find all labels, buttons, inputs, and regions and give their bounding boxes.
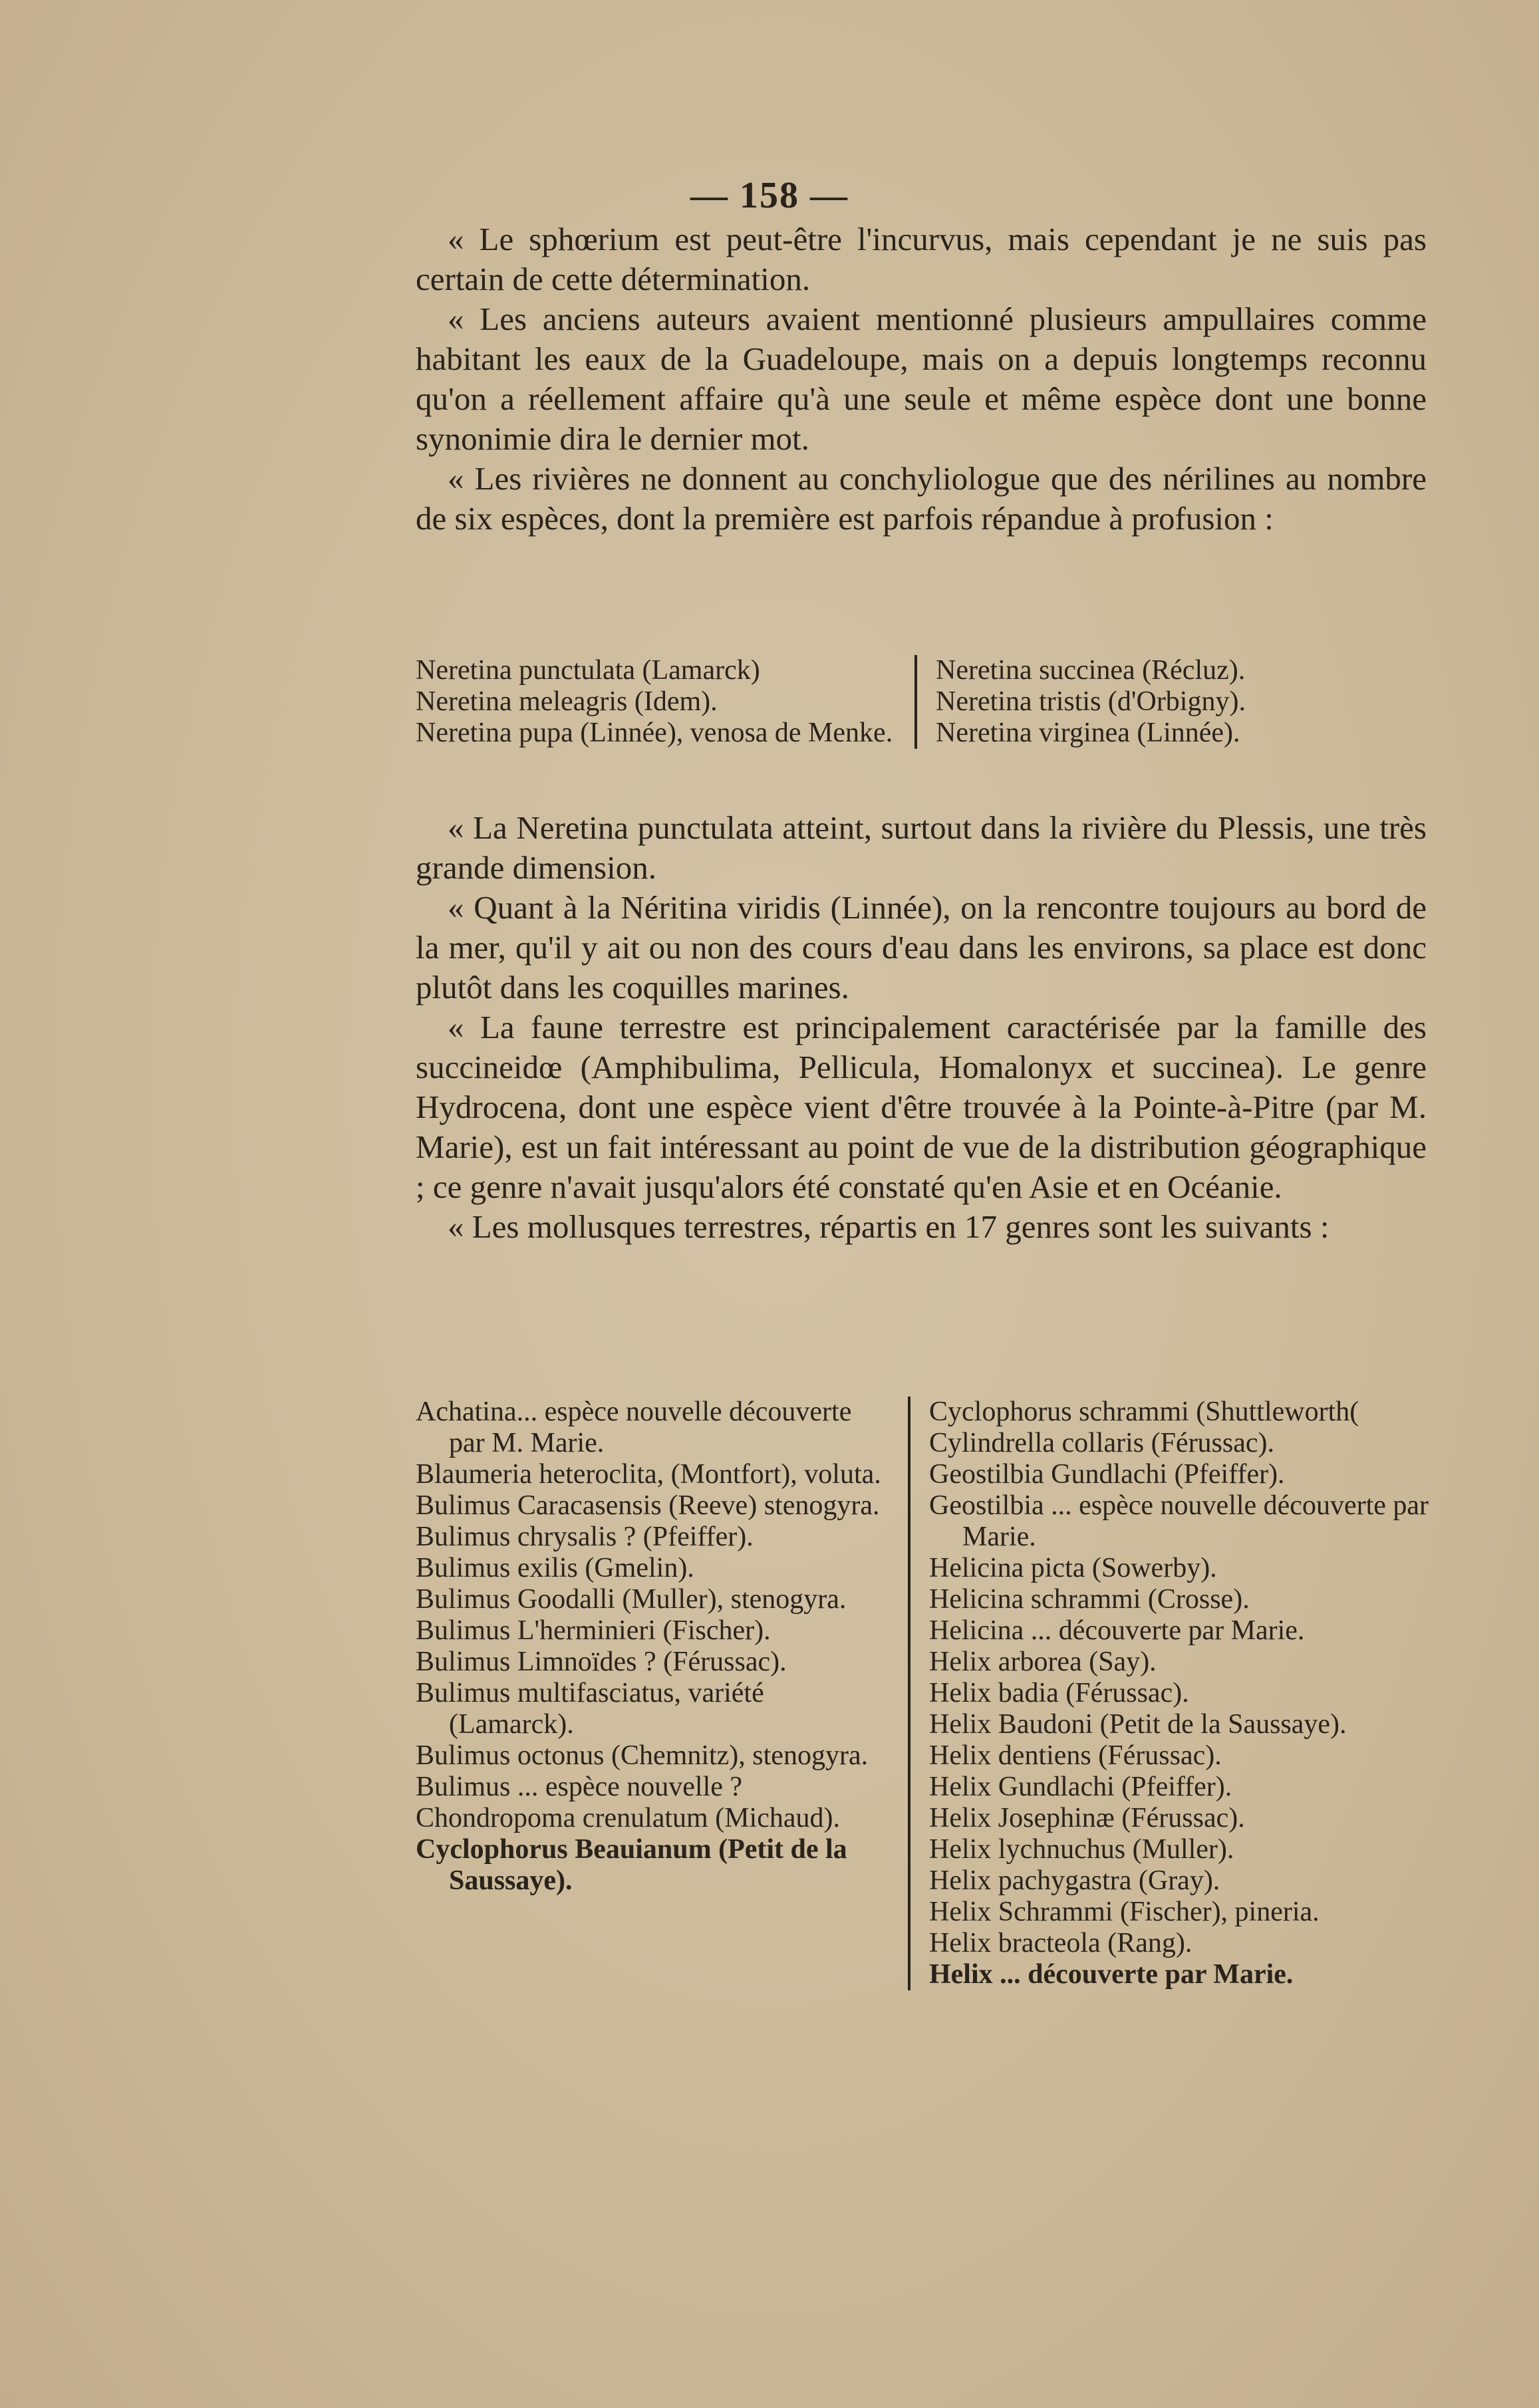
list-item: Helix Schrammi (Fischer), pineria.: [929, 1897, 1320, 1927]
list-item: Neretina meleagris (Idem).: [416, 686, 718, 717]
list-item: Neretina punctulata (Lamarck): [416, 655, 760, 686]
neretina-list: [416, 655, 1440, 749]
list-item: Bulimus L'herminieri (Fischer).: [416, 1615, 771, 1646]
paragraph-ampullaires: « Les anciens auteurs avaient mentionné plusieurs ampullaires comme habitant les eaux de la Guadeloupe, mais on a depuis longtemps reconnu qu'on a réellement affaire qu'à une seule et même espèce dont une bonne synonimie dira le dernier mot.: [416, 301, 1427, 457]
top-text-block: [416, 219, 1427, 539]
list-item: Bulimus Limnoïdes ? (Férussac).: [416, 1647, 787, 1677]
list-item: Geostilbia Gundlachi (Pfeiffer).: [929, 1459, 1285, 1490]
list-item: Helix dentiens (Férussac).: [929, 1740, 1222, 1771]
paragraph-faune-terrestre: « La faune terrestre est principalement caractérisée par la famille des succineidœ (Amphibulima, Pellicula, Homalonyx et succinea). Le genre Hydrocena, dont une espèce vient d'être trouvée à la Pointe-à-Pitre (par M. Marie), est un fait intéressant au point de vue de la distribution géographique ; ce genre n'avait jusqu'alors été constaté qu'en Asie et en Océanie.: [416, 1009, 1427, 1205]
middle-text-block: [416, 808, 1427, 1247]
list-item: Helicina picta (Sowerby).: [929, 1553, 1217, 1583]
paragraph-sphaerium: « Le sphœrium est peut-être l'incurvus, mais cependant je ne suis pas certain de cette détermination.: [416, 221, 1427, 297]
list-item: Helicina schrammi (Crosse).: [929, 1584, 1250, 1615]
paragraph-mollusques: « Les mollusques terrestres, répartis en 17 genres sont les suivants :: [448, 1208, 1329, 1245]
list-item: Geostilbia ... espèce nouvelle découverte par Marie.: [929, 1490, 1429, 1552]
genera-list: [416, 1397, 1440, 1990]
list-item: Helicina ... découverte par Marie.: [929, 1615, 1305, 1646]
list-item: Helix badia (Férussac).: [929, 1678, 1189, 1708]
paragraph-rivieres: « Les rivières ne donnent au conchyliologue que des nérilines au nombre de six espèces, dont la première est parfois répandue à profusion :: [416, 460, 1427, 537]
list-item: Bulimus octonus (Chemnitz), stenogyra.: [416, 1740, 869, 1771]
list-item: Cyclophorus schrammi (Shuttleworth(: [929, 1397, 1359, 1427]
list-item: Helix Gundlachi (Pfeiffer).: [929, 1772, 1232, 1802]
list-item: Bulimus Caracasensis (Reeve) stenogyra.: [416, 1490, 880, 1521]
list-item: Neretina tristis (d'Orbigny).: [936, 686, 1246, 717]
list-item: Bulimus Goodalli (Muller), stenogyra.: [416, 1584, 847, 1615]
list-item: Chondropoma crenulatum (Michaud).: [416, 1803, 840, 1833]
list-item: Neretina succinea (Récluz).: [936, 655, 1246, 686]
paragraph-punctulata: « La Neretina punctulata atteint, surtout dans la rivière du Plessis, une très grande dimension.: [416, 809, 1427, 886]
list-item: Neretina virginea (Linnée).: [936, 718, 1240, 748]
list-item: Helix pachygastra (Gray).: [929, 1865, 1220, 1896]
list-item: Helix arborea (Say).: [929, 1647, 1157, 1677]
list-item: Helix Baudoni (Petit de la Saussaye).: [929, 1709, 1347, 1740]
paragraph-viridis: « Quant à la Néritina viridis (Linnée), on la rencontre toujours au bord de la mer, qu'il y ait ou non des cours d'eau dans les environs, sa place est donc plutôt dans les coquilles marines.: [416, 889, 1427, 1005]
genera-right-column: [908, 1397, 1440, 1990]
page-number: — 158 —: [690, 175, 849, 216]
list-item: Bulimus chrysalis ? (Pfeiffer).: [416, 1522, 754, 1552]
list-item: Helix ... découverte par Marie.: [929, 1959, 1294, 1990]
list-item: Helix bracteola (Rang).: [929, 1928, 1192, 1958]
list-item: Bulimus multifasciatus, variété (Lamarck).: [416, 1678, 764, 1740]
list-item: Bulimus ... espèce nouvelle ?: [416, 1772, 743, 1802]
list-item: Cyclophorus Beauianum (Petit de la Saussaye).: [416, 1834, 847, 1896]
list-item: Cylindrella collaris (Férussac).: [929, 1428, 1275, 1458]
neretina-right-column: [914, 655, 1440, 749]
list-item: Helix Josephinæ (Férussac).: [929, 1803, 1245, 1833]
list-item: Bulimus exilis (Gmelin).: [416, 1553, 694, 1583]
list-item: Achatina... espèce nouvelle découverte par M. Marie.: [416, 1397, 852, 1458]
list-item: Helix lychnuchus (Muller).: [929, 1834, 1234, 1865]
list-item: Neretina pupa (Linnée), venosa de Menke.: [416, 718, 893, 748]
neretina-left-column: [416, 655, 914, 749]
genera-left-column: [416, 1397, 908, 1990]
list-item: Blaumeria heteroclita, (Montfort), voluta.: [416, 1459, 881, 1490]
